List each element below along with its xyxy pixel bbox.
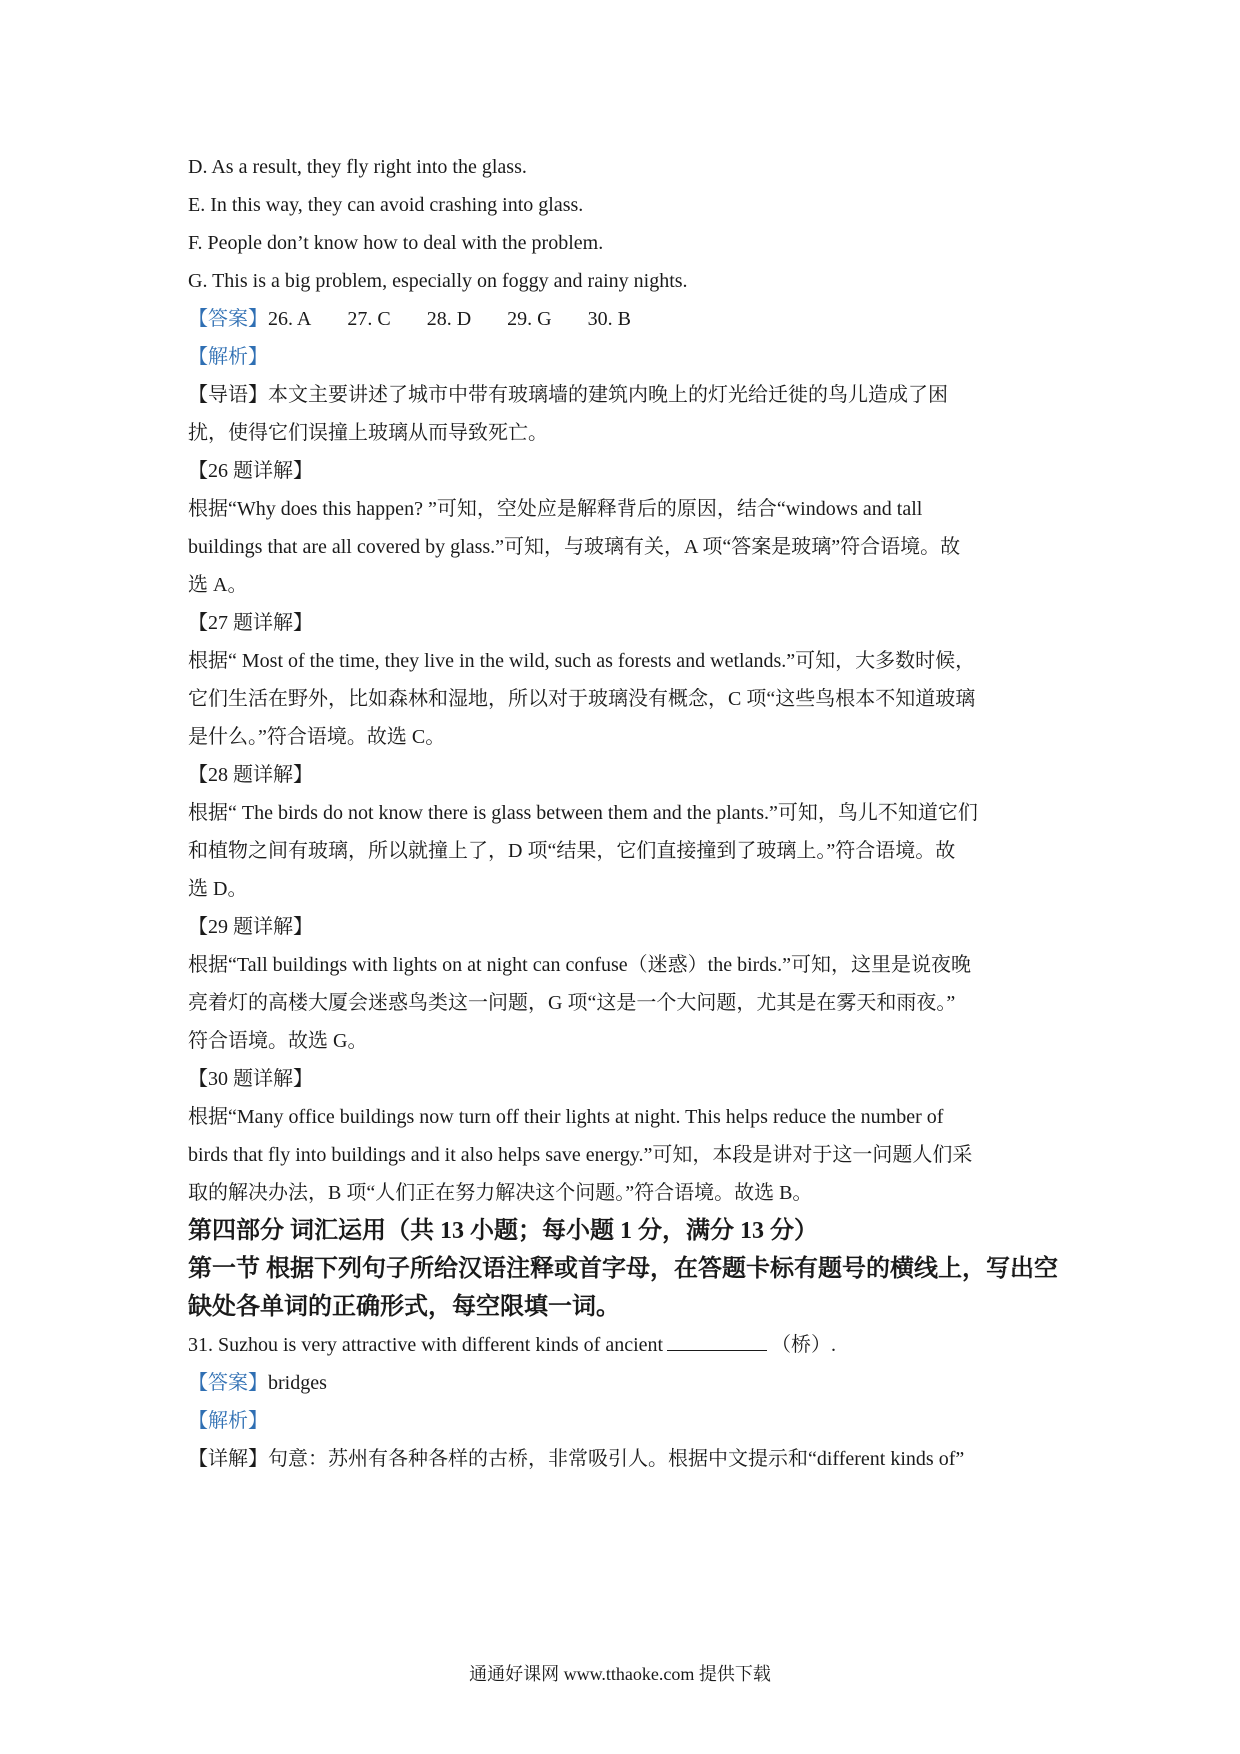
detail-26 xyxy=(188,452,1058,604)
detail-line: 根据“Many office buildings now turn off their lights at night. This helps reduce the number of xyxy=(188,1106,944,1128)
detail-line: 和植物之间有玻璃，所以就撞上了，D 项“结果，它们直接撞到了玻璃上。”符合语境。故 xyxy=(188,840,956,862)
question-31-text: 31. Suzhou is very attractive with different kinds of ancient xyxy=(188,1334,664,1356)
detail-line: 取的解决办法，B 项“人们正在努力解决这个问题。”符合语境。故选 B。 xyxy=(188,1182,813,1204)
answer-27: 27. C xyxy=(347,308,391,330)
q31-analysis-tag: 【解析】 xyxy=(188,1410,268,1432)
detail-line: 它们生活在野外，比如森林和湿地，所以对于玻璃没有概念，C 项“这些鸟根本不知道玻璃 xyxy=(188,688,976,710)
answer-line xyxy=(188,300,1058,338)
q31-answer-tag: 【答案】 xyxy=(188,1372,268,1394)
detail-line: 根据“ Most of the time, they live in the wild, such as forests and wetlands.”可知，大多数时候， xyxy=(188,650,976,672)
intro-line-1 xyxy=(188,376,1058,414)
detail-title: 【30 题详解】 xyxy=(188,1068,313,1090)
q31-detail-text: 句意：苏州有各种各样的古桥，非常吸引人。根据中文提示和“different kinds of” xyxy=(268,1448,965,1470)
option-e: E. In this way, they can avoid crashing into glass. xyxy=(188,194,584,216)
option-list xyxy=(188,148,1058,300)
page-footer: 通通好课网 www.tthaoke.com 提供下载 xyxy=(469,1664,771,1684)
detail-line: birds that fly into buildings and it also helps save energy.”可知，本段是讲对于这一问题人们采 xyxy=(188,1144,973,1166)
part4-heading: 第四部分 词汇运用（共 13 小题；每小题 1 分，满分 13 分） xyxy=(188,1218,818,1244)
analysis-tag: 【解析】 xyxy=(188,346,268,368)
detail-line: 是什么。”符合语境。故选 C。 xyxy=(188,726,446,748)
detail-28 xyxy=(188,756,1058,908)
detail-title: 【27 题详解】 xyxy=(188,612,313,634)
intro-text-1: 本文主要讲述了城市中带有玻璃墙的建筑内晚上的灯光给迁徙的鸟儿造成了困 xyxy=(268,384,948,406)
answer-30: 30. B xyxy=(587,308,631,330)
answer-29: 29. G xyxy=(507,308,552,330)
q31-answer: bridges xyxy=(268,1372,327,1394)
answer-blank xyxy=(667,1332,767,1351)
detail-line: 亮着灯的高楼大厦会迷惑鸟类这一问题，G 项“这是一个大问题，尤其是在雾天和雨夜。” xyxy=(188,992,956,1014)
option-f: F. People don’t know how to deal with the problem. xyxy=(188,232,604,254)
answer-tag: 【答案】 xyxy=(188,308,268,330)
q31-detail-tag: 【详解】 xyxy=(188,1448,268,1470)
q31-answer-line xyxy=(188,1364,1058,1402)
option-g: G. This is a big problem, especially on foggy and rainy nights. xyxy=(188,270,688,292)
answer-28: 28. D xyxy=(426,308,472,330)
answer-26: 26. A xyxy=(268,308,312,330)
intro-tag: 【导语】 xyxy=(188,384,268,406)
detail-line: 符合语境。故选 G。 xyxy=(188,1030,368,1052)
detail-line: 选 A。 xyxy=(188,574,248,596)
detail-title: 【28 题详解】 xyxy=(188,764,313,786)
detail-line: 根据“Why does this happen? ”可知，空处应是解释背后的原因，结合“windows and tall xyxy=(188,498,923,520)
question-31 xyxy=(188,1326,1058,1364)
q31-detail-line xyxy=(188,1440,1058,1478)
section1-instructions: 第一节 根据下列句子所给汉语注释或首字母，在答题卡标有题号的横线上，写出空缺处各单词的正确形式，每空限填一词。 xyxy=(188,1256,1058,1320)
detail-line: 选 D。 xyxy=(188,878,248,900)
detail-30 xyxy=(188,1060,1058,1212)
detail-title: 【26 题详解】 xyxy=(188,460,313,482)
option-d: D. As a result, they fly right into the glass. xyxy=(188,156,527,178)
detail-line: buildings that are all covered by glass.”可知，与玻璃有关，A 项“答案是玻璃”符合语境。故 xyxy=(188,536,961,558)
detail-title: 【29 题详解】 xyxy=(188,916,313,938)
question-31-hint: （桥）. xyxy=(771,1334,837,1356)
intro-line-2: 扰，使得它们误撞上玻璃从而导致死亡。 xyxy=(188,422,548,444)
detail-29 xyxy=(188,908,1058,1060)
document-page xyxy=(188,148,1058,1478)
detail-line: 根据“Tall buildings with lights on at night can confuse（迷惑）the birds.”可知，这里是说夜晚 xyxy=(188,954,971,976)
detail-27 xyxy=(188,604,1058,756)
detail-line: 根据“ The birds do not know there is glass between them and the plants.”可知，鸟儿不知道它们 xyxy=(188,802,978,824)
